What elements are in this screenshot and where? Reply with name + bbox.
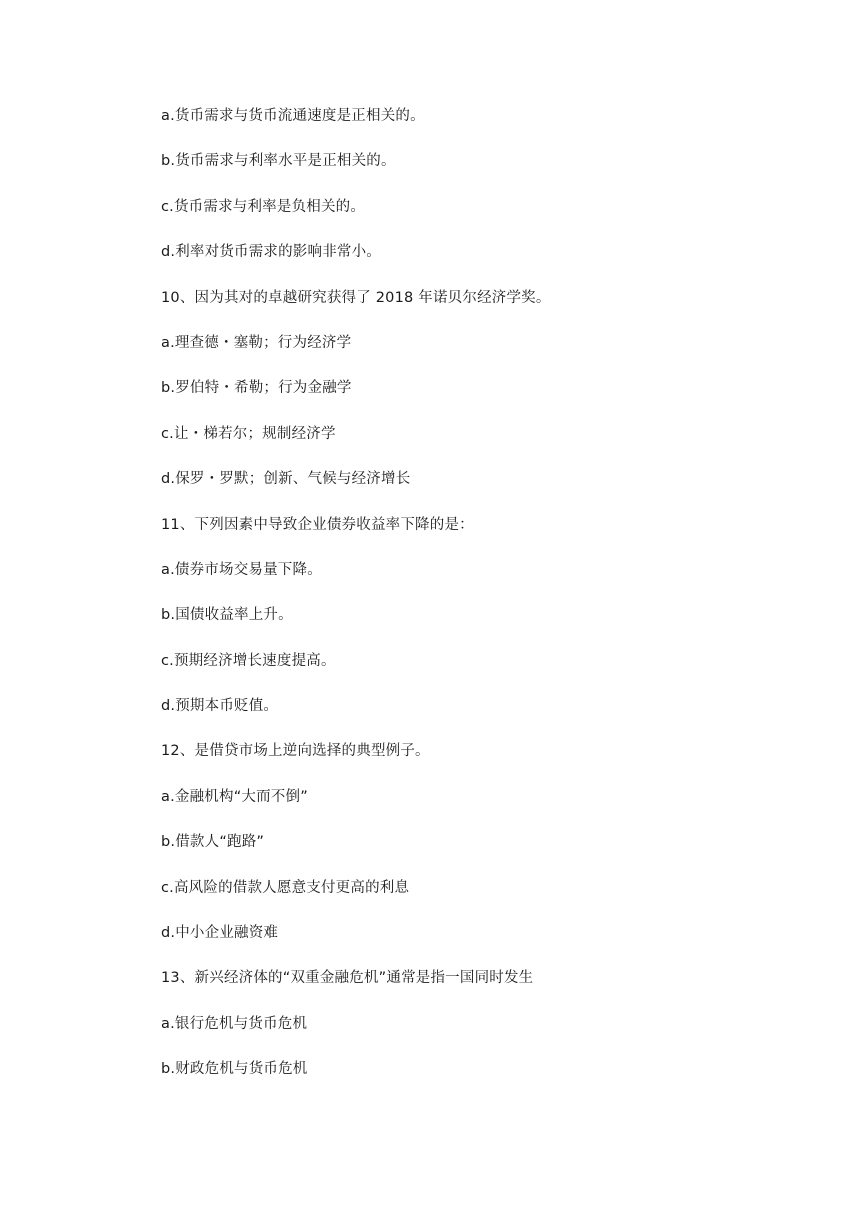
question-line: 13、新兴经济体的“双重金融危机”通常是指一国同时发生 xyxy=(161,970,534,987)
question-list xyxy=(161,104,551,1103)
option-line: d.预期本币贬值。 xyxy=(161,698,279,715)
option-line: d.中小企业融资难 xyxy=(161,925,279,942)
option-line: b.罗伯特・希勒；行为金融学 xyxy=(161,380,352,397)
option-line: c.货币需求与利率是负相关的。 xyxy=(161,198,366,215)
option-line: a.金融机构“大而不倒” xyxy=(161,788,308,805)
question-line: 10、因为其对的卓越研究获得了 2018 年诺贝尔经济学奖。 xyxy=(161,289,551,306)
question-line: 11、下列因素中导致企业债券收益率下降的是： xyxy=(161,516,474,533)
option-line: a.债券市场交易量下降。 xyxy=(161,561,322,578)
option-line: d.利率对货币需求的影响非常小。 xyxy=(161,244,382,261)
option-line: d.保罗・罗默；创新、气候与经济增长 xyxy=(161,471,411,488)
option-line: a.银行危机与货币危机 xyxy=(161,1015,308,1032)
option-line: c.预期经济增长速度提高。 xyxy=(161,652,336,669)
option-line: c.高风险的借款人愿意支付更高的利息 xyxy=(161,879,410,896)
question-line: 12、是借贷市场上逆向选择的典型例子。 xyxy=(161,743,430,760)
option-line: b.国债收益率上升。 xyxy=(161,607,293,624)
option-line: a.货币需求与货币流通速度是正相关的。 xyxy=(161,108,425,124)
option-line: b.借款人“跑路” xyxy=(161,834,265,851)
option-line: c.让・梯若尔；规制经济学 xyxy=(161,425,336,442)
option-line: b.财政危机与货币危机 xyxy=(161,1061,308,1078)
option-line: a.理查德・塞勒；行为经济学 xyxy=(161,334,352,351)
option-line: b.货币需求与利率水平是正相关的。 xyxy=(161,153,396,170)
